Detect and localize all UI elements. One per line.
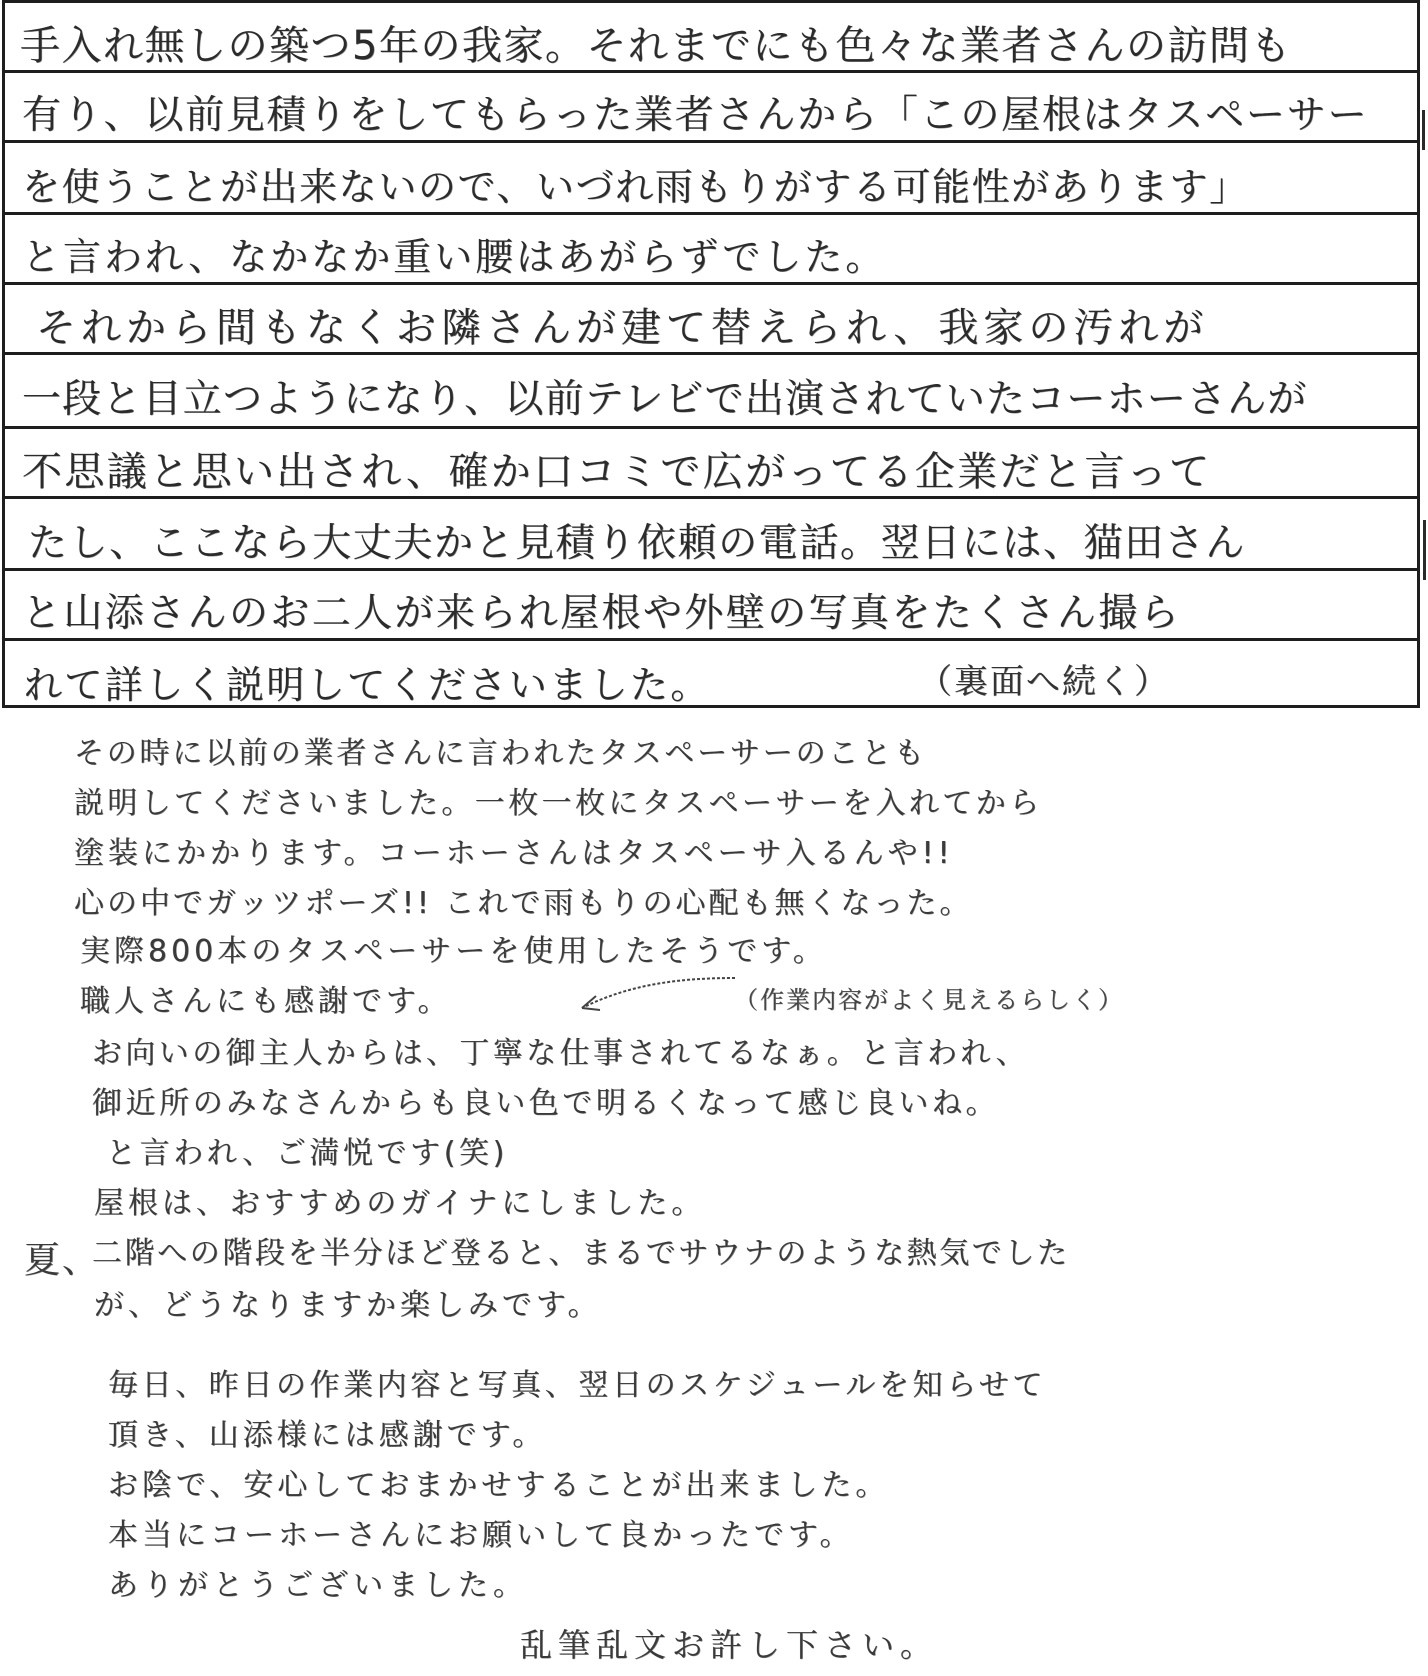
rule-line [2,426,1420,429]
front-line-9: と山添さんのお二人が来られ屋根や外壁の写真をたくさん撮ら [22,591,1182,636]
back-line-16: 本当にコーホーさんにお願いして良かったです。 [108,1518,854,1553]
rule-line [2,212,1420,215]
rule-line [2,568,1420,571]
back-line-12: が、どうなりますか楽しみです。 [94,1288,602,1323]
back-line-2: 説明してくださいました。一枚一枚にタスペーサーを入れてから [74,786,1043,821]
back-line-13: 毎日、昨日の作業内容と写真、翌日のスケジュールを知らせて [108,1368,1047,1403]
back-line-4: 心の中でガッツポーズ!! これで雨もりの心配も無くなった。 [74,886,973,921]
front-line-10: れて詳しく説明してくださいました。 [24,663,711,707]
front-line-5: それから間もなくお隣さんが建て替えられ、我家の汚れが [36,305,1209,351]
rule-line [2,0,1420,3]
back-line-7: お向いの御主人からは、丁寧な仕事されてるなぁ。と言われ、 [92,1036,1029,1071]
back-line-1: その時に以前の業者さんに言われたタスペーサーのことも [74,736,927,771]
rule-line [2,140,1420,143]
back-line-10: 屋根は、おすすめのガイナにしました。 [94,1186,706,1221]
back-line-9: と言われ、ご満悦です(笑) [106,1136,509,1171]
rule-line [2,638,1420,641]
rule-line [2,282,1420,285]
margin-note: 夏、 [24,1240,101,1281]
edge-mark [1423,520,1426,580]
back-line-17: ありがとうございました。 [108,1568,528,1603]
back-line-6: 職人さんにも感謝です。 [80,984,452,1019]
closing-line: 乱筆乱文お許し下さい。 [520,1626,939,1664]
front-line-7: 不思議と思い出され、確か口コミで広がってる企業だと言って [22,449,1212,495]
edge-mark [1422,110,1425,150]
front-line-3: を使うことが出来ないので、いづれ雨もりがする可能性があります」 [22,165,1249,209]
back-line-15: お陰で、安心しておまかせすることが出来ました。 [108,1468,890,1503]
back-line-3: 塗装にかかります。コーホーさんはタスペーサ入るんや!! [74,836,954,871]
back-line-8: 御近所のみなさんからも良い色で明るくなって感じ良いね。 [92,1086,1000,1121]
front-line-4: と言われ、なかなか重い腰はあがらずでした。 [22,235,887,279]
back-line-11: 二階への階段を半分ほど登ると、まるでサウナのような熱気でした [92,1236,1070,1271]
front-line-2: 有り、以前見積りをしてもらった業者さんから「この屋根はタスペーサー [22,93,1369,138]
front-line-8: たし、ここなら大丈夫かと見積り依頼の電話。翌日には、猫田さん [28,521,1247,566]
back-line-5: 実際800本のタスペーサーを使用したそうです。 [80,934,827,969]
side-note: （作業内容がよく見えるらしく） [734,986,1124,1014]
front-line-6: 一段と目立つようになり、以前テレビで出演されていたコーホーさんが [22,377,1308,422]
back-line-14: 頂き、山添様には感謝です。 [108,1418,547,1453]
continued-note: （裏面へ続く） [918,662,1170,702]
annotation-arrow [570,970,740,1020]
front-line-1: 手入れ無しの築つ5年の我家。それまでにも色々な業者さんの訪問も [20,23,1292,69]
